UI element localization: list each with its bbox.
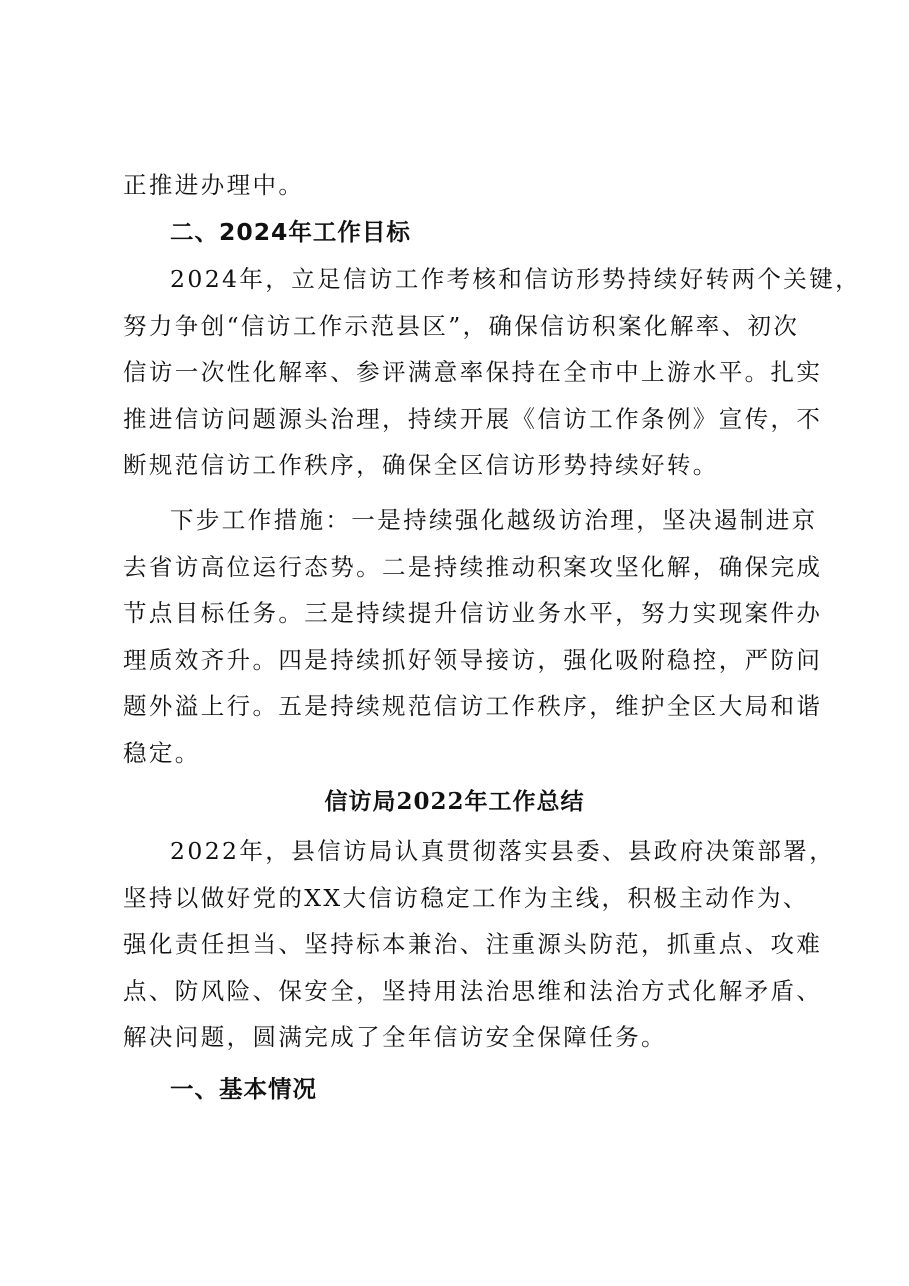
text-line: 推进信访问题源头治理，持续开展《信访工作条例》宣传，不 [123,404,823,433]
text-line: 解决问题，圆满完成了全年信访安全保障任务。 [123,1023,667,1052]
text-line: 点、防风险、保安全，坚持用法治思维和法治方式化解矛盾、 [123,976,823,1005]
text-line: 稳定。 [123,738,201,767]
text-line: 去省访高位运行态势。二是持续推动积案攻坚化解，确保完成 [123,552,823,581]
section-heading: 二、2024年工作目标 [170,218,411,246]
text-line: 2024年，立足信访工作考核和信访形势持续好转两个关键， [170,265,862,293]
text-line: 强化责任担当、坚持标本兼治、注重源头防范，抓重点、攻难 [123,930,823,959]
text-line: 正推进办理中。 [123,171,305,199]
document-title: 信访局2022年工作总结 [324,788,585,815]
text-line: 2022年，县信访局认真贯彻落实县委、县政府决策部署， [170,837,836,865]
text-line: 断规范信访工作秩序，确保全区信访形势持续好转。 [123,451,719,480]
goals-paragraph [123,256,862,489]
summary-paragraph [123,828,836,1061]
text-line: 下步工作措施：一是持续强化越级访治理，坚决遏制进京 [170,506,818,534]
measures-paragraph [123,497,823,777]
text-line: 努力争创“信访工作示范县区”，确保信访积案化解率、初次 [123,311,800,340]
text-line: 坚持以做好党的XX大信访稳定工作为主线，积极主动作为、 [123,883,809,912]
text-line: 节点目标任务。三是持续提升信访业务水平，努力实现案件办 [123,599,823,628]
section-heading: 一、基本情况 [170,1075,317,1103]
section-two-heading-block [123,209,803,256]
text-line: 信访一次性化解率、参评满意率保持在全市中上游水平。扎实 [123,358,823,387]
text-line: 题外溢上行。五是持续规范信访工作秩序，维护全区大局和谐 [123,692,823,721]
section-one-heading-block [123,1066,803,1113]
text-line: 理质效齐升。四是持续抓好领导接访，强化吸附稳控，严防问 [123,645,823,674]
continuation-paragraph [123,162,803,209]
